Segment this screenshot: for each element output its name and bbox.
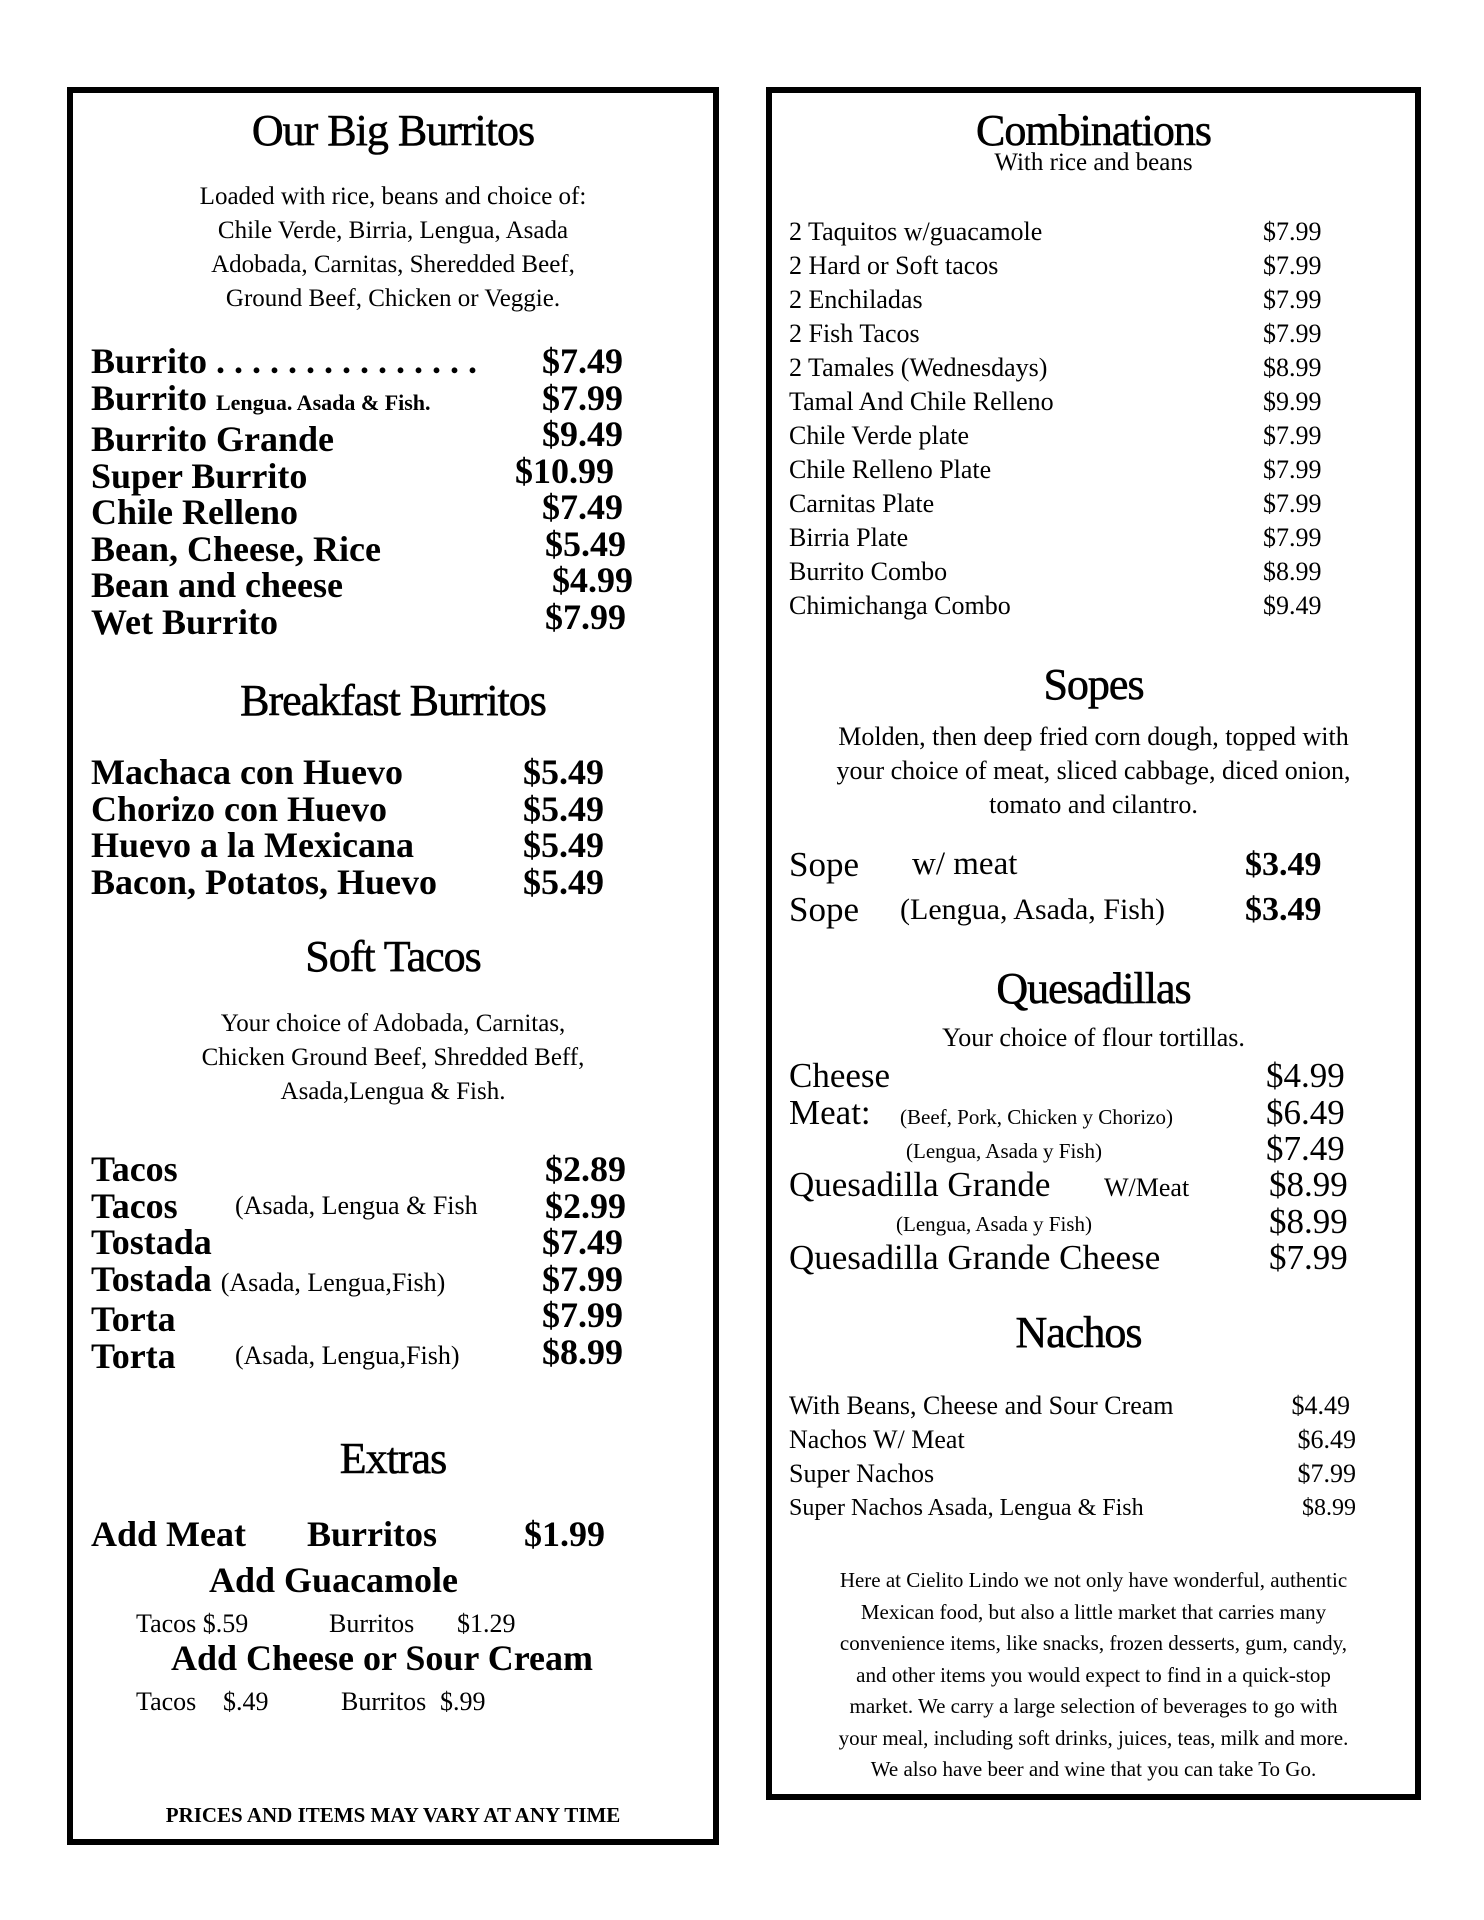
breakfast-list: [91, 754, 437, 900]
menu-item-price: $5.49: [523, 861, 604, 902]
sopes-list: [789, 842, 859, 932]
menu-item-name: Burrito . . . . . . . . . . . . . . .: [91, 341, 477, 381]
menu-item-name: Tostada: [91, 1222, 212, 1262]
add-meat-price: $1.99: [524, 1514, 605, 1554]
sopes-desc-line: Molden, then deep fried corn dough, topped with: [838, 722, 1349, 751]
menu-item-price: $7.99: [542, 1258, 623, 1299]
about-line: your meal, including soft drinks, juices, teas, milk and more.: [838, 1725, 1349, 1750]
menu-item-name: Carnitas Plate: [789, 489, 935, 518]
menu-item-note: (Lengua, Asada, Fish): [900, 893, 1165, 926]
menu-item-name: Burrito Lengua. Asada & Fish.: [91, 377, 431, 418]
menu-item-name: Tacos (Asada, Lengua & Fish: [91, 1185, 478, 1226]
menu-item-price: $3.49: [1245, 846, 1322, 883]
menu-item-name: Torta: [91, 1299, 176, 1339]
extras-title: Extras: [339, 1434, 447, 1483]
add-guacamole-label: Add Guacamole: [209, 1560, 459, 1600]
menu-item-price: $8.99: [1302, 1495, 1356, 1521]
menu-item-name: Tamal And Chile Relleno: [789, 387, 1054, 416]
menu-item-price: $4.99: [552, 560, 633, 600]
about-paragraph: [772, 1565, 1415, 1786]
burritos-title: Our Big Burritos: [251, 106, 535, 155]
menu-item-price: $7.99: [1263, 217, 1322, 246]
menu-item-name: 2 Enchiladas: [789, 285, 923, 314]
menu-item-name: Super Nachos: [789, 1459, 935, 1488]
combinations-list: [789, 215, 1054, 623]
menu-item-price: $7.99: [1263, 523, 1322, 552]
menu-item-price: $7.99: [1263, 285, 1322, 314]
burrito-prices: [476, 343, 636, 635]
sopes-description: [772, 720, 1415, 822]
menu-item-price: $7.99: [542, 377, 623, 418]
quesadilla-grande-price: $8.99: [1269, 1165, 1348, 1204]
burrito-list: [91, 343, 477, 640]
menu-item-name: Super Burrito: [91, 455, 308, 496]
menu-item-name: 2 Taquitos w/guacamole: [789, 217, 1043, 246]
burritos-desc-line: Ground Beef, Chicken or Veggie.: [225, 285, 561, 312]
tacos-desc-line: Your choice of Adobada, Carnitas,: [220, 1010, 566, 1037]
quesadilla-meat2-note: (Lengua, Asada y Fish): [906, 1139, 1102, 1163]
sopes-notes: [900, 842, 1165, 932]
sopes-title: Sopes: [1043, 660, 1144, 709]
sopes-desc-line: tomato and cilantro.: [989, 790, 1198, 819]
about-line: Here at Cielito Lindo we not only have wonderful, authentic: [839, 1568, 1348, 1592]
guacamole-burritos-price: $1.29: [457, 1609, 516, 1638]
menu-item-name: Bacon, Potatos, Huevo: [91, 861, 437, 902]
guacamole-tacos-price: Tacos $.59: [136, 1609, 249, 1638]
menu-item-name: Burrito Combo: [789, 557, 948, 586]
menu-item-name: Birria Plate: [789, 523, 909, 552]
menu-item-name: 2 Hard or Soft tacos: [789, 251, 999, 280]
menu-item-price: $7.99: [1297, 1459, 1356, 1488]
menu-item-name: Bean and cheese: [91, 565, 343, 605]
left-menu-panel: [67, 87, 719, 1845]
menu-item-name: Chile Relleno: [91, 492, 298, 532]
add-meat-item: Burritos: [307, 1514, 437, 1554]
combinations-prices: [1263, 215, 1322, 623]
cheese-burritos-label: Burritos: [341, 1687, 427, 1716]
menu-item-price: $3.49: [1245, 891, 1322, 928]
menu-item-note: (Asada, Lengua,Fish): [220, 1267, 446, 1297]
menu-item-name: Tostada (Asada, Lengua,Fish): [91, 1258, 446, 1299]
menu-item-name: Chorizo con Huevo: [91, 788, 387, 829]
menu-item-price: $5.49: [545, 523, 626, 564]
tacos-description: [73, 1007, 713, 1109]
menu-item-price: $5.49: [523, 752, 604, 792]
quesadilla-cheese-name: Cheese: [789, 1056, 891, 1095]
quesadilla-grande2-price: $8.99: [1269, 1202, 1348, 1241]
menu-item-price: $7.99: [1263, 251, 1322, 280]
menu-item-name: 2 Fish Tacos: [789, 319, 920, 348]
cheese-tacos-label: Tacos: [136, 1687, 197, 1716]
menu-item-price: $2.89: [545, 1149, 626, 1189]
menu-item-price: $7.99: [1263, 489, 1322, 518]
quesadilla-meat2-price: $7.49: [1266, 1129, 1345, 1168]
quesadillas-title: Quesadillas: [996, 964, 1191, 1013]
menu-item-name: With Beans, Cheese and Sour Cream: [789, 1391, 1174, 1420]
menu-item-name: Chile Verde plate: [789, 421, 970, 450]
quesadilla-meat-price: $6.49: [1266, 1093, 1345, 1132]
menu-item-price: $10.99: [515, 450, 614, 491]
menu-item-name: Wet Burrito: [91, 601, 278, 642]
nachos-prices: [1286, 1389, 1356, 1525]
tacos-prices: [476, 1151, 636, 1370]
cheese-tacos-price: $.49: [223, 1687, 269, 1716]
menu-item-price: $5.49: [523, 825, 604, 865]
tacos-title: Soft Tacos: [305, 932, 481, 981]
menu-item-price: $7.49: [542, 1222, 623, 1262]
burritos-description: [73, 180, 713, 316]
menu-item-price: $9.99: [1263, 387, 1322, 416]
menu-item-name: Torta (Asada, Lengua,Fish): [91, 1335, 460, 1376]
sopes-prices: [1245, 842, 1322, 932]
menu-item-price: $7.49: [542, 487, 623, 527]
menu-item-name: Sope: [789, 890, 859, 929]
burritos-desc-line: Chile Verde, Birria, Lengua, Asada: [217, 217, 569, 244]
menu-item-note: (Asada, Lengua & Fish: [235, 1190, 478, 1220]
quesadilla-meat-note: (Beef, Pork, Chicken y Chorizo): [900, 1105, 1173, 1129]
menu-item-price: $7.99: [1263, 455, 1322, 484]
footer-disclaimer: PRICES AND ITEMS MAY VARY AT ANY TIME: [165, 1803, 621, 1827]
menu-item-price: $9.49: [1263, 591, 1322, 620]
menu-item-name: Chile Relleno Plate: [789, 455, 992, 484]
menu-item-price: $6.49: [1297, 1425, 1356, 1454]
menu-item-price: $8.99: [1263, 557, 1322, 586]
quesadilla-cheese-price: $4.99: [1266, 1056, 1345, 1095]
menu-item-name: Nachos W/ Meat: [789, 1425, 965, 1454]
add-meat-label: Add Meat: [91, 1514, 246, 1554]
quesadilla-grande-cheese-name: Quesadilla Grande Cheese: [789, 1238, 1161, 1277]
right-menu-panel: [766, 87, 1421, 1800]
quesadilla-grande-name: Quesadilla Grande: [789, 1165, 1051, 1204]
menu-item-price: $7.99: [1263, 319, 1322, 348]
quesadillas-subtitle: Your choice of flour tortillas.: [942, 1023, 1245, 1052]
menu-item-name: Super Nachos Asada, Lengua & Fish: [789, 1495, 1144, 1521]
about-line: and other items you would expect to find in a quick-stop: [856, 1662, 1331, 1687]
about-line: Mexican food, but also a little market that carries many: [860, 1599, 1327, 1624]
breakfast-prices: [523, 754, 604, 900]
menu-item-name: Bean, Cheese, Rice: [91, 528, 381, 569]
tacos-desc-line: Chicken Ground Beef, Shredded Beff,: [201, 1044, 585, 1071]
about-line: convenience items, like snacks, frozen desserts, gum, candy,: [839, 1631, 1348, 1655]
cheese-burritos-price: $.99: [440, 1687, 486, 1716]
menu-item-price: $7.99: [545, 596, 626, 637]
quesadilla-grande2-note: (Lengua, Asada y Fish): [896, 1212, 1092, 1236]
burritos-desc-line: Loaded with rice, beans and choice of:: [199, 183, 587, 210]
menu-item-price: $4.49: [1291, 1391, 1350, 1420]
menu-item-name: Sope: [789, 845, 859, 884]
quesadilla-grande-cheese-price: $7.99: [1269, 1238, 1348, 1277]
about-line: We also have beer and wine that you can take To Go.: [870, 1757, 1317, 1781]
about-line: market. We carry a large selection of beverages to go with: [849, 1694, 1338, 1718]
quesadilla-meat-name: Meat:: [789, 1093, 871, 1132]
quesadilla-grande-note: W/Meat: [1104, 1173, 1190, 1202]
add-cheese-label: Add Cheese or Sour Cream: [171, 1638, 593, 1678]
burritos-desc-line: Adobada, Carnitas, Sheredded Beef,: [211, 251, 575, 278]
menu-item-price: $7.99: [1263, 421, 1322, 450]
menu-item-price: $8.99: [1263, 353, 1322, 382]
breakfast-title: Breakfast Burritos: [240, 676, 546, 725]
menu-item-price: $5.49: [523, 788, 604, 829]
menu-item-name: Machaca con Huevo: [91, 752, 403, 792]
nachos-title: Nachos: [1015, 1308, 1142, 1357]
menu-item-note: w/ meat: [912, 846, 1018, 882]
menu-item-name: Huevo a la Mexicana: [91, 825, 414, 865]
sopes-desc-line: your choice of meat, sliced cabbage, diced onion,: [836, 756, 1351, 785]
menu-item-note: Lengua. Asada & Fish.: [215, 389, 431, 415]
menu-item-price: $8.99: [542, 1331, 623, 1372]
menu-item-price: $7.49: [542, 341, 623, 381]
menu-item-name: Chimichanga Combo: [789, 591, 1011, 620]
menu-item-price: $7.99: [542, 1295, 623, 1335]
tacos-desc-line: Asada,Lengua & Fish.: [280, 1078, 506, 1105]
menu-item-price: $9.49: [542, 414, 623, 454]
menu-item-name: Tacos: [91, 1149, 178, 1189]
combinations-title: Combinations: [976, 106, 1211, 155]
combinations-subtitle: With rice and beans: [994, 149, 1193, 176]
menu-item-name: 2 Tamales (Wednesdays): [789, 353, 1048, 382]
menu-item-price: $2.99: [545, 1185, 626, 1226]
guacamole-burritos-label: Burritos: [329, 1609, 415, 1638]
nachos-list: [789, 1389, 1174, 1525]
menu-item-note: (Asada, Lengua,Fish): [235, 1340, 460, 1370]
menu-item-name: Burrito Grande: [91, 419, 334, 459]
